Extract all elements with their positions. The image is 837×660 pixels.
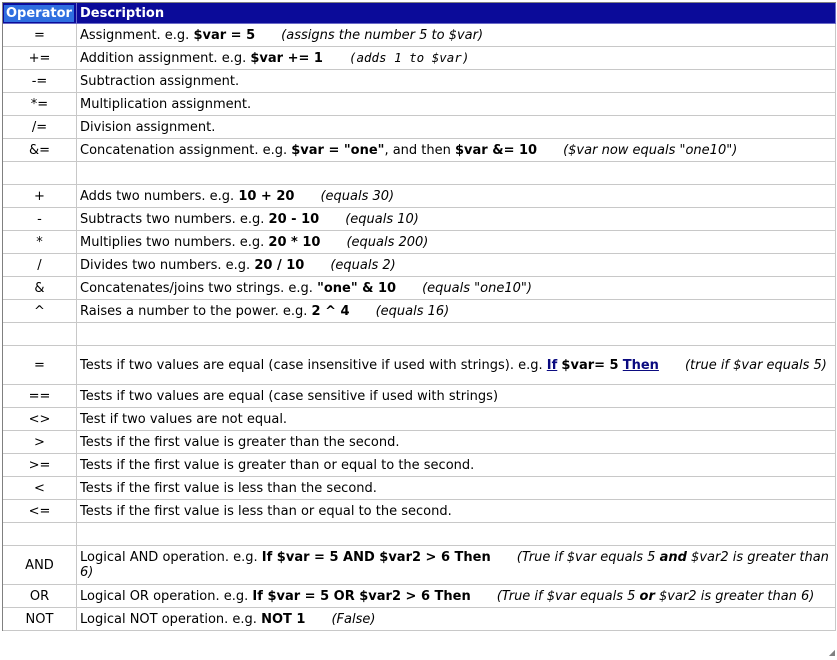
operator-cell — [3, 523, 77, 546]
description-cell — [77, 454, 836, 477]
operator-cell — [3, 162, 77, 185]
code-example: $var = "one" — [291, 142, 385, 158]
table-row — [3, 546, 836, 585]
description-text: Tests if the first value is less than or equal to the second. — [80, 503, 452, 519]
description-text: Tests if the first value is greater than the second. — [80, 434, 400, 450]
operator-cell: < — [3, 477, 77, 500]
operator-cell: AND — [3, 546, 77, 585]
description-text: Assignment. e.g. — [80, 27, 194, 43]
description-cell — [77, 431, 836, 454]
code-example: "one" & 10 — [317, 280, 397, 296]
description-text: , and then — [384, 142, 456, 158]
description-cell — [77, 162, 836, 185]
example-note: (assigns the number 5 to $var) — [281, 27, 484, 43]
table-row — [3, 254, 836, 277]
description-cell — [77, 254, 836, 277]
description-cell — [77, 185, 836, 208]
operator-cell: /= — [3, 116, 77, 139]
code-example: 10 + 20 — [238, 188, 295, 204]
keyword-link[interactable]: Then — [622, 357, 659, 373]
description-cell — [77, 231, 836, 254]
description-text: Tests if the first value is less than the second. — [80, 480, 377, 496]
description-cell — [77, 93, 836, 116]
operator-cell: + — [3, 185, 77, 208]
description-text: Logical NOT operation. e.g. — [80, 611, 262, 627]
description-text: Multiplication assignment. — [80, 96, 252, 112]
description-cell — [77, 277, 836, 300]
table-row — [3, 477, 836, 500]
example-note: (False) — [331, 611, 376, 627]
operator-cell: ^ — [3, 300, 77, 323]
table-row-spacer — [3, 323, 836, 346]
code-example: If $var = 5 OR $var2 > 6 Then — [252, 588, 471, 604]
code-example: 2 ^ 4 — [311, 303, 350, 319]
description-text: Tests if the first value is greater than or equal to the second. — [80, 457, 475, 473]
description-text: Raises a number to the power. e.g. — [80, 303, 312, 319]
table-row — [3, 139, 836, 162]
operator-column-header — [3, 3, 77, 24]
example-note: (equals 200) — [346, 234, 429, 250]
operator-cell: & — [3, 277, 77, 300]
description-cell — [77, 24, 836, 47]
operator-cell: = — [3, 346, 77, 385]
table-row — [3, 70, 836, 93]
code-example: $var = 5 — [193, 27, 256, 43]
description-text: Multiplies two numbers. e.g. — [80, 234, 269, 250]
operator-cell: OR — [3, 585, 77, 608]
operator-cell: *= — [3, 93, 77, 116]
table-row — [3, 231, 836, 254]
code-example: $var= 5 — [561, 357, 619, 373]
example-note: (True if $var equals 5 — [516, 550, 660, 565]
description-text: Addition assignment. e.g. — [80, 51, 251, 66]
keyword-link[interactable]: If — [546, 357, 558, 373]
table-row — [3, 47, 836, 70]
description-cell — [77, 346, 836, 385]
resize-grip-icon: ◢ — [828, 648, 835, 657]
table-row-spacer — [3, 523, 836, 546]
table-row — [3, 385, 836, 408]
description-text: Division assignment. — [80, 119, 216, 135]
table-row — [3, 93, 836, 116]
operator-cell: >= — [3, 454, 77, 477]
description-cell — [77, 500, 836, 523]
description-cell — [77, 70, 836, 93]
example-note: (equals 16) — [375, 303, 450, 319]
table-row — [3, 608, 836, 631]
operator-cell: <= — [3, 500, 77, 523]
operator-cell: &= — [3, 139, 77, 162]
table-row — [3, 500, 836, 523]
description-cell — [77, 408, 836, 431]
example-note: $var2 is greater than 6) — [654, 588, 815, 604]
example-note: (equals 2) — [330, 257, 396, 273]
description-cell — [77, 323, 836, 346]
description-text: Adds two numbers. e.g. — [80, 188, 239, 204]
table-header-row — [3, 3, 836, 24]
example-note: (True if $var equals 5 — [496, 588, 640, 604]
operator-header-label: Operator — [6, 5, 72, 21]
description-cell — [77, 546, 836, 585]
operator-cell: += — [3, 47, 77, 70]
table-row — [3, 208, 836, 231]
description-text: Divides two numbers. e.g. — [80, 257, 255, 273]
description-cell — [77, 300, 836, 323]
description-text: Tests if two values are equal (case sensitive if used with strings) — [80, 388, 499, 404]
operator-cell: == — [3, 385, 77, 408]
example-note: (equals 10) — [345, 211, 419, 227]
table-body — [3, 24, 836, 631]
table-row — [3, 116, 836, 139]
description-cell — [77, 608, 836, 631]
example-note: (equals 30) — [320, 188, 395, 204]
table-row — [3, 346, 836, 385]
operator-cell: / — [3, 254, 77, 277]
code-example: NOT 1 — [261, 611, 306, 627]
operator-cell: <> — [3, 408, 77, 431]
description-text: Concatenation assignment. e.g. — [80, 142, 292, 158]
description-column-header: Description — [77, 3, 836, 24]
table-row — [3, 300, 836, 323]
table-row — [3, 408, 836, 431]
description-cell — [77, 385, 836, 408]
operator-cell: NOT — [3, 608, 77, 631]
example-note: or — [639, 588, 655, 604]
code-example: $var += 1 — [250, 51, 323, 66]
code-example: If $var = 5 AND $var2 > 6 Then — [261, 550, 491, 565]
example-note: ($var now equals "one10") — [563, 142, 738, 158]
table-row-spacer — [3, 162, 836, 185]
operator-cell: = — [3, 24, 77, 47]
description-text: Concatenates/joins two strings. e.g. — [80, 280, 318, 296]
description-text: Subtracts two numbers. e.g. — [80, 211, 269, 227]
operator-cell: - — [3, 208, 77, 231]
operator-cell: > — [3, 431, 77, 454]
operator-cell — [3, 323, 77, 346]
table-row — [3, 277, 836, 300]
operators-table — [2, 2, 836, 631]
description-cell — [77, 585, 836, 608]
description-text: Tests if two values are equal (case insensitive if used with strings). e.g. — [80, 357, 547, 373]
table-row — [3, 431, 836, 454]
description-cell — [77, 47, 836, 70]
description-text: Subtraction assignment. — [80, 73, 240, 89]
example-note: (equals "one10") — [422, 280, 532, 296]
description-cell — [77, 477, 836, 500]
table-row — [3, 585, 836, 608]
example-note: and — [659, 550, 687, 565]
table-row — [3, 24, 836, 47]
operator-cell: * — [3, 231, 77, 254]
code-example: 20 - 10 — [268, 211, 320, 227]
code-example: 20 * 10 — [268, 234, 321, 250]
description-text: Logical AND operation. e.g. — [80, 550, 262, 565]
description-text: Logical OR operation. e.g. — [80, 588, 253, 604]
example-note: (adds 1 to $var) — [348, 50, 470, 65]
description-cell — [77, 208, 836, 231]
code-example: $var &= 10 — [455, 142, 538, 158]
operator-cell: -= — [3, 70, 77, 93]
description-cell — [77, 139, 836, 162]
description-text: Test if two values are not equal. — [80, 411, 288, 427]
description-cell — [77, 116, 836, 139]
example-note: $var2 is greater than 6) — [80, 550, 829, 580]
example-note: (true if $var equals 5) — [684, 357, 827, 373]
description-cell — [77, 523, 836, 546]
code-example: 20 / 10 — [254, 257, 305, 273]
table-row — [3, 185, 836, 208]
table-row — [3, 454, 836, 477]
